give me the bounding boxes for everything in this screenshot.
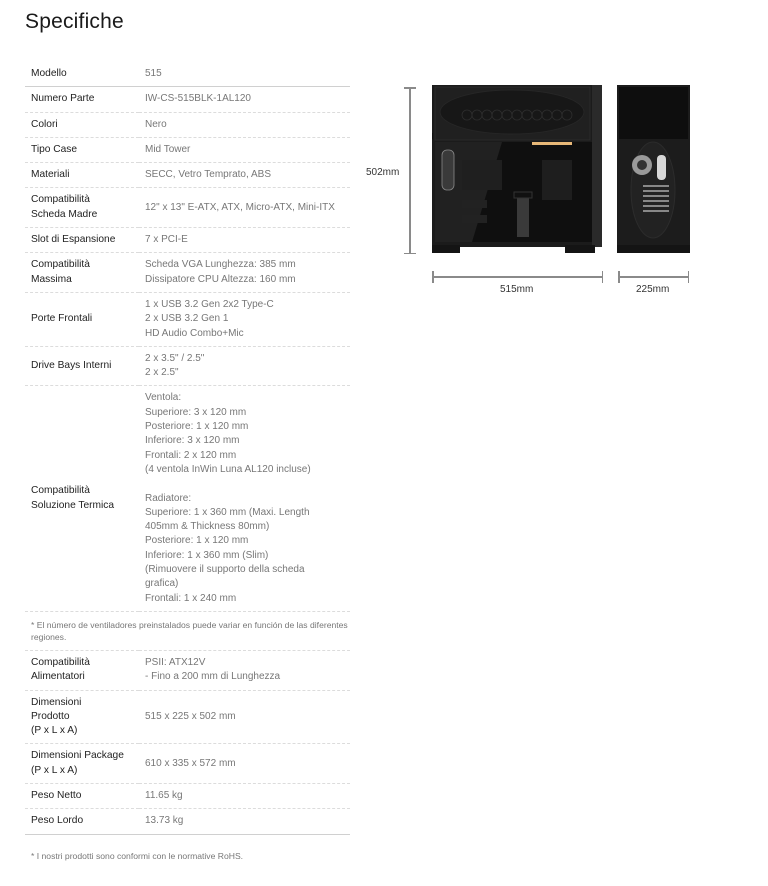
spec-value-line: Frontali: 1 x 240 mm <box>145 592 237 604</box>
page-title: Specifiche <box>25 10 124 33</box>
spec-value <box>139 690 350 744</box>
spec-value-line: Superiore: 3 x 120 mm <box>145 406 247 418</box>
spec-value <box>139 346 350 386</box>
spec-value-line: 13.73 kg <box>145 815 184 827</box>
spec-value <box>139 87 350 112</box>
spec-value-line: 2 x 2.5" <box>145 367 179 379</box>
spec-value-line: Nero <box>145 118 167 130</box>
spec-row <box>25 228 350 253</box>
spec-value-line: 515 x 225 x 502 mm <box>145 710 236 722</box>
spec-row <box>25 690 350 744</box>
spec-value-line: 610 x 335 x 572 mm <box>145 757 236 769</box>
spec-value-line: (Rimuovere il supporto della scheda <box>145 564 305 576</box>
spec-value-line: - Fino a 200 mm di Lunghezza <box>145 671 281 683</box>
spec-value-line: 2 x USB 3.2 Gen 1 <box>145 313 229 325</box>
spec-value-line: Frontali: 2 x 120 mm <box>145 449 237 461</box>
spec-value-line: Dissipatore CPU Altezza: 160 mm <box>145 273 296 285</box>
spec-value-line: Posteriore: 1 x 120 mm <box>145 421 249 433</box>
spec-row <box>25 62 350 87</box>
spec-value-line: 11.65 kg <box>145 789 183 801</box>
spec-label <box>25 228 139 253</box>
spec-value <box>139 137 350 162</box>
spec-value <box>139 783 350 808</box>
spec-table <box>25 62 350 835</box>
spec-label <box>25 87 139 112</box>
spec-value-line: Radiatore: <box>145 492 192 504</box>
spec-value-line: (4 ventola InWin Luna AL120 incluse) <box>145 463 311 475</box>
spec-value-line: Inferiore: 3 x 120 mm <box>145 435 240 447</box>
spec-value-line: SECC, Vetro Temprato, ABS <box>145 169 271 181</box>
spec-label-line: Peso Lordo <box>31 815 84 827</box>
spec-value-line: Scheda VGA Lunghezza: 385 mm <box>145 259 296 271</box>
spec-label-line: Porte Frontali <box>31 313 93 325</box>
width-label: 225mm <box>636 284 670 295</box>
spec-label <box>25 137 139 162</box>
spec-label-line: (P x L x A) <box>31 764 78 776</box>
spec-value <box>139 62 350 87</box>
spec-value <box>139 386 350 611</box>
spec-label-line: Drive Bays Interni <box>31 360 112 371</box>
spec-label-line: Colori <box>31 118 58 130</box>
spec-label-line: Soluzione Termica <box>31 499 115 511</box>
spec-value <box>139 112 350 137</box>
spec-row <box>25 253 350 293</box>
spec-label-line: Dimensioni <box>31 696 82 708</box>
spec-label <box>25 650 139 690</box>
spec-label-line: Peso Netto <box>31 789 82 801</box>
spec-label <box>25 62 139 87</box>
spec-label <box>25 783 139 808</box>
spec-value-line: 1 x USB 3.2 Gen 2x2 Type-C <box>145 298 274 310</box>
spec-row <box>25 809 350 834</box>
spec-value <box>139 188 350 228</box>
spec-label-line: Slot di Espansione <box>31 234 116 246</box>
spec-row <box>25 87 350 112</box>
spec-value <box>139 253 350 293</box>
spec-label-line: Alimentatori <box>31 671 85 683</box>
spec-label <box>25 188 139 228</box>
rohs-footnote: * I nostri prodotti sono conformi con le normative RoHS. <box>31 851 244 861</box>
spec-row <box>25 163 350 188</box>
spec-value-line: 12" x 13" E-ATX, ATX, Micro-ATX, Mini-ITX <box>145 201 335 213</box>
spec-value-line: Superiore: 1 x 360 mm (Maxi. Length <box>145 506 310 518</box>
spec-row <box>25 783 350 808</box>
spec-value <box>139 292 350 346</box>
depth-label: 515mm <box>500 284 534 295</box>
spec-value-line: 7 x PCI-E <box>145 234 188 246</box>
width-dimension-line <box>618 276 689 278</box>
spec-row <box>25 188 350 228</box>
spec-value-line: IW-CS-515BLK-1AL120 <box>145 93 251 105</box>
spec-label <box>25 163 139 188</box>
spec-value-line: HD Audio Combo+Mic <box>145 327 244 339</box>
spec-value-line <box>145 477 350 491</box>
spec-value <box>139 650 350 690</box>
spec-label-line: Compatibilità <box>31 656 90 668</box>
spec-label <box>25 809 139 834</box>
spec-label <box>25 112 139 137</box>
spec-label-line: Numero Parte <box>31 93 95 105</box>
spec-row <box>25 346 350 386</box>
spec-label-line: Scheda Madre <box>31 208 98 220</box>
spec-label <box>25 292 139 346</box>
spec-value-line: 405mm & Thickness 80mm) <box>145 521 270 533</box>
height-label: 502mm <box>366 167 400 178</box>
spec-note-row <box>25 611 350 650</box>
spec-label-line: Prodotto <box>31 710 70 722</box>
spec-row <box>25 292 350 346</box>
depth-dimension-line <box>432 276 603 278</box>
spec-label-line: Materiali <box>31 169 70 181</box>
spec-value <box>139 228 350 253</box>
spec-value-line: grafica) <box>145 578 179 590</box>
spec-value <box>139 809 350 834</box>
spec-value-line: PSII: ATX12V <box>145 656 206 668</box>
spec-label-line: Compatibilità <box>31 485 90 497</box>
spec-label <box>25 346 139 386</box>
spec-label-line: Compatibilità <box>31 194 90 206</box>
spec-label <box>25 253 139 293</box>
spec-row <box>25 650 350 690</box>
spec-row <box>25 112 350 137</box>
spec-value-line: Ventola: <box>145 392 182 404</box>
spec-value <box>139 163 350 188</box>
height-dimension-line <box>409 87 411 254</box>
spec-row <box>25 137 350 162</box>
spec-value-line: Mid Tower <box>145 143 191 155</box>
spec-value-line: 2 x 3.5" / 2.5" <box>145 352 205 364</box>
spec-row <box>25 744 350 784</box>
spec-value <box>139 744 350 784</box>
spec-row <box>25 386 350 611</box>
spec-label <box>25 386 139 611</box>
spec-label-line: Dimensioni Package <box>31 750 124 762</box>
spec-label-line: (P x L x A) <box>31 725 78 737</box>
spec-value-line: Inferiore: 1 x 360 mm (Slim) <box>145 549 269 561</box>
spec-label-line: Massima <box>31 273 72 285</box>
spec-note: * El número de ventiladores preinstalados puede variar en función de las diferentes regiones. <box>25 611 350 650</box>
spec-value-line: 515 <box>145 68 162 79</box>
case-side-view-image <box>432 85 604 255</box>
spec-label-line: Compatibilità <box>31 259 90 271</box>
spec-label-line: Modello <box>31 68 67 79</box>
spec-label-line: Tipo Case <box>31 143 78 155</box>
case-front-view-image <box>617 85 690 255</box>
spec-value-line: Posteriore: 1 x 120 mm <box>145 535 249 547</box>
spec-label <box>25 744 139 784</box>
spec-label <box>25 690 139 744</box>
